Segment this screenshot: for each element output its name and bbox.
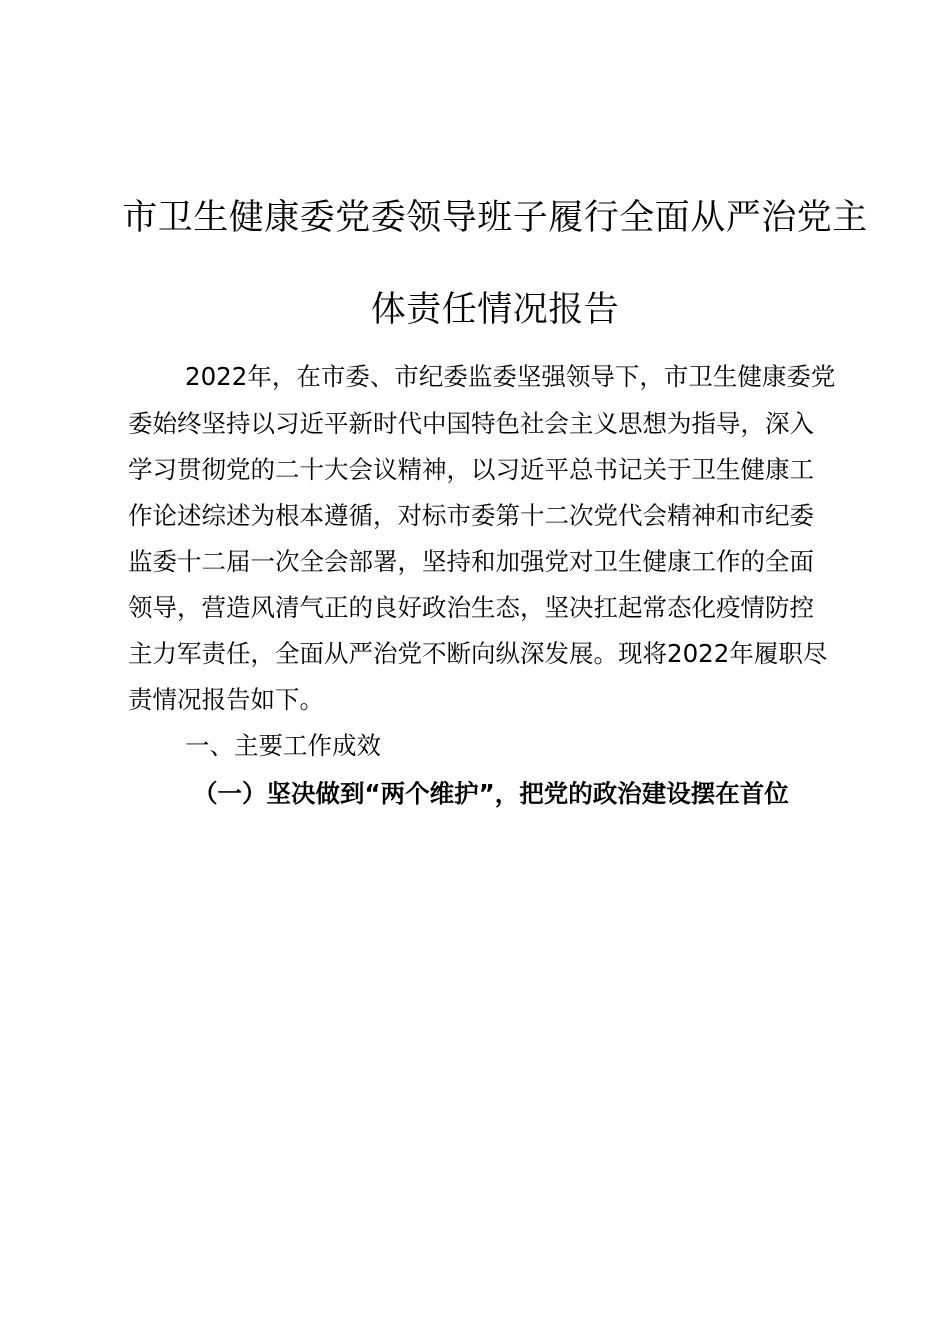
intro-paragraph-line: 主力军责任，全面从严治党不断向纵深发展。现将2022年履职尽 [128, 639, 828, 668]
intro-paragraph-line: 责情况报告如下。 [128, 685, 324, 714]
intro-paragraph-line: 作论述综述为根本遵循，对标市委第十二次党代会精神和市纪委 [128, 501, 814, 530]
document-title-line-1: 市卫生健康委党委领导班子履行全面从严治党主 [122, 198, 868, 238]
intro-paragraph-line: 领导，营造风清气正的良好政治生态，坚决扛起常态化疫情防控 [128, 593, 814, 622]
subsection-heading: （一）坚决做到“两个维护”，把党的政治建设摆在首位 [193, 779, 789, 808]
intro-paragraph-line: 学习贯彻党的二十大会议精神，以习近平总书记关于卫生健康工 [128, 455, 814, 484]
section-heading: 一、主要工作成效 [185, 731, 381, 760]
document-title-line-2: 体责任情况报告 [370, 290, 620, 330]
intro-paragraph-line: 2022年，在市委、市纪委监委坚强领导下，市卫生健康委党 [185, 362, 836, 391]
intro-paragraph-line: 委始终坚持以习近平新时代中国特色社会主义思想为指导，深入 [128, 409, 814, 438]
intro-paragraph-line: 监委十二届一次全会部署，坚持和加强党对卫生健康工作的全面 [128, 547, 814, 576]
